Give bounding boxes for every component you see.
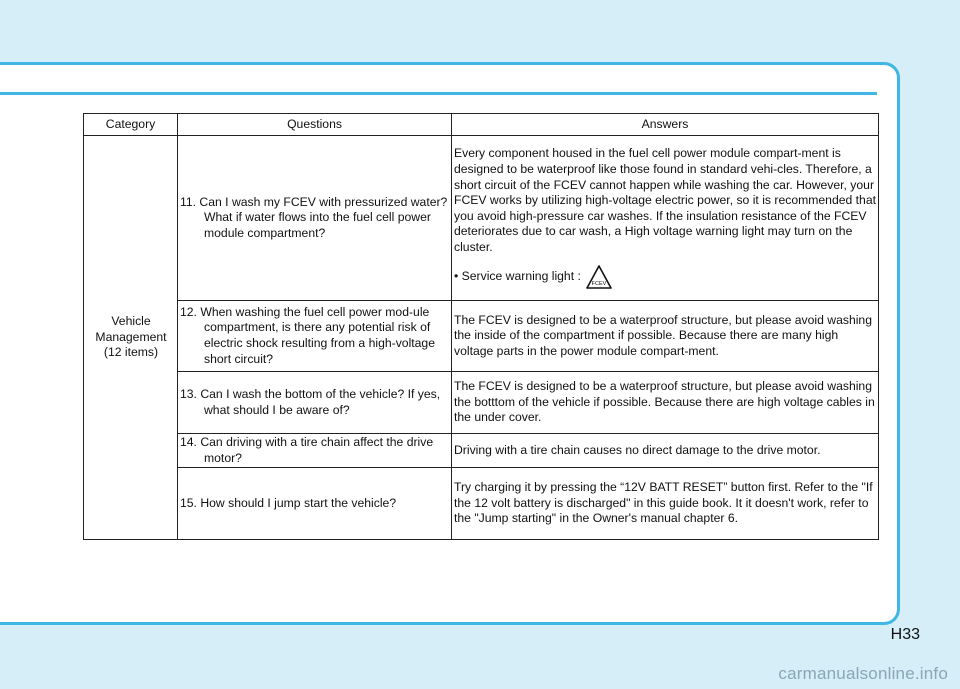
table-row	[84, 301, 879, 372]
category-line: (12 items)	[103, 345, 159, 360]
question-cell	[178, 372, 452, 434]
question-text: 12. When washing the fuel cell power mod-ule compartment, is there any potential risk of electric shock resulting from a high-voltage short circuit?	[180, 304, 435, 366]
faq-table	[83, 113, 879, 540]
table-header-row	[84, 114, 879, 136]
question-text: 14. Can driving with a tire chain affect the drive motor?	[180, 434, 434, 465]
answer-text: Every component housed in the fuel cell power module compart-ment is designed to be waterproof like those found in standard vehi-cles. Therefore, a short circuit of the FCEV cannot happen while washing the car. However, your FCEV works by utilizing high-voltage electric power, so it is recommended that you avoid high-pressure car washes. If the insulation resistance of the FCEV deteriorates due to car wash, a High voltage warning light may turn on the cluster.	[454, 146, 877, 254]
header-questions: Questions	[178, 114, 452, 136]
header-rule	[0, 92, 877, 95]
header-answers: Answers	[452, 114, 879, 136]
question-cell	[178, 136, 452, 301]
answer-cell	[452, 136, 879, 301]
service-warning-line	[454, 264, 877, 290]
question-text: 11. Can I wash my FCEV with pressurized water? What if water flows into the fuel cell power module compartment?	[180, 194, 448, 240]
table-row	[84, 468, 879, 540]
icon-label: FCEV	[591, 280, 607, 287]
question-text: 13. Can I wash the bottom of the vehicle? If yes, what should I be aware of?	[180, 386, 441, 417]
service-warning-label: • Service warning light :	[454, 268, 581, 283]
answer-text: Try charging it by pressing the “12V BATT RESET” button first. Refer to the "If the 12 volt battery is discharged" in this guide book. It it doesn't work, refer to the "Jump starting" in the Owner's manual chapter 6.	[454, 480, 873, 526]
answer-cell	[452, 301, 879, 372]
question-text: 15. How should I jump start the vehicle?	[180, 495, 397, 510]
category-cell	[84, 136, 178, 540]
answer-cell	[452, 434, 879, 468]
page-number: H33	[890, 626, 920, 643]
table-row	[84, 434, 879, 468]
question-cell	[178, 301, 452, 372]
table-row	[84, 136, 879, 301]
table-row	[84, 372, 879, 434]
category-line: Vehicle	[111, 314, 151, 329]
answer-text: Driving with a tire chain causes no direct damage to the drive motor.	[454, 442, 821, 457]
fcev-service-warning-icon	[585, 264, 613, 290]
answer-cell	[452, 468, 879, 540]
header-category: Category	[84, 114, 178, 136]
category-line: Management	[95, 329, 167, 344]
answer-text: The FCEV is designed to be a waterproof structure, but please avoid washing the botttom of the vehicle if possible. Because there are high voltage cables in the under cover.	[454, 379, 875, 425]
question-cell	[178, 468, 452, 540]
answer-text: The FCEV is designed to be a waterproof structure, but please avoid washing the inside of the compartment if possible. Because there are many high voltage parts in the power module compart-ment.	[454, 312, 872, 358]
question-cell	[178, 434, 452, 468]
watermark: carmanualsonline.info	[778, 664, 948, 683]
answer-cell	[452, 372, 879, 434]
